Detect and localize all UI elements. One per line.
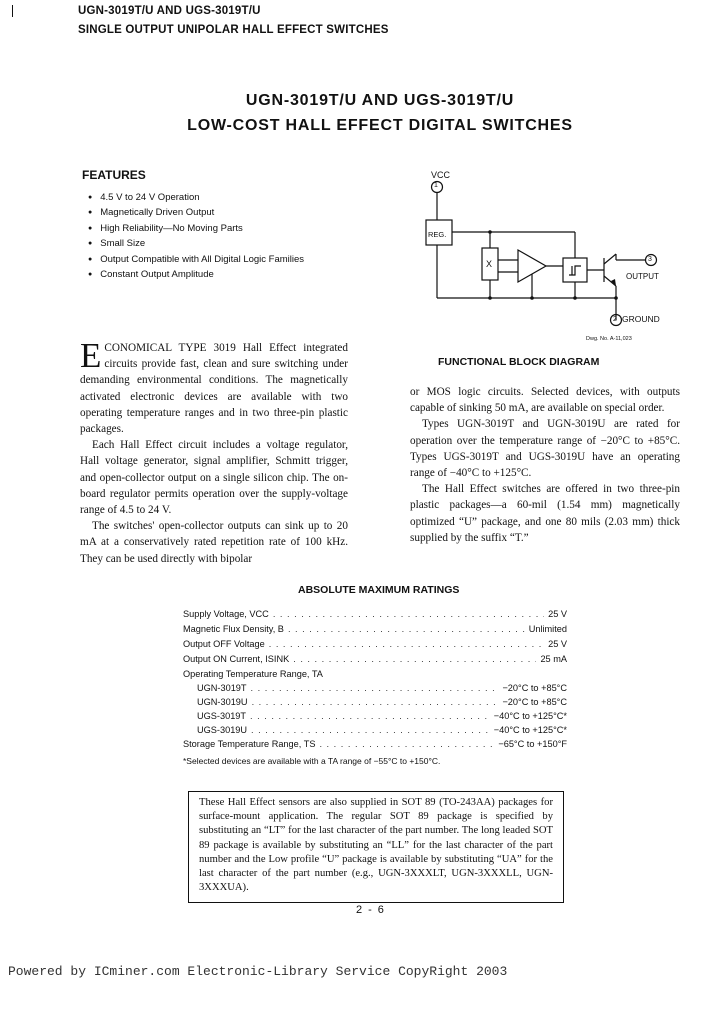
paragraph: Types UGN-3019T and UGN-3019U are rated for operation over the temperature range of −20°C to +85°C. Types UGS-3019T and UGS-3019U have an operating range of −40°C to +125°C. [410,418,680,480]
page-subtitle: LOW-COST HALL EFFECT DIGITAL SWITCHES [187,117,573,134]
drawing-number: Dwg. No. A-11,023 [586,336,632,342]
rating-row: Output OFF Voltage . . . 25 V [183,639,567,649]
features-heading: FEATURES [82,168,146,182]
rating-row: UGN-3019U . . . −20°C to +85°C [197,697,567,707]
rating-row: UGN-3019T . . . −20°C to +85°C [197,683,567,693]
paragraph: The switches' open-collector outputs can sink up to 20 mA at a conservatively rated repetition rate of 100 kHz. They can be used directly with bipolar [80,520,348,565]
feature-item: ● High Reliability—No Moving Parts [88,222,304,237]
features-list [88,191,304,283]
rating-row: Operating Temperature Range, TA [183,669,323,679]
paragraph [80,336,348,437]
package-note-box: These Hall Effect sensors are also supplied in SOT 89 (TO-243AA) packages for surface-mount application. The regular SOT 89 package is specified by substituting an “LT” for the last character of the part number. The long leaded SOT 89 package is available by substituting an “LL” for the last character of the part number and the Low profile “U” package is available by substituting “UA” for the last character of the part number (e.g., UGN-3XXXLT, UGN-3XXXLL, UGN-3XXXUA). [188,791,564,903]
feature-item: ● Output Compatible with All Digital Logic Families [88,253,304,268]
rating-row: UGS-3019T . . . −40°C to +125°C* [197,711,567,721]
rating-row: Supply Voltage, VCC . . . 25 V [183,609,567,619]
margin-mark [12,5,13,17]
paragraph: The Hall Effect switches are offered in two three-pin plastic packages—a 60-mil (1.54 mm) magnetically optimized “U” package, and one 80 mils (2.03 mm) thick supplied by the suffix “T.” [410,483,680,544]
page-number: 2-6 [356,904,390,916]
right-column [410,384,680,546]
running-header-title: UGN-3019T/U AND UGS-3019T/U [78,5,261,17]
page-title: UGN-3019T/U AND UGS-3019T/U [245,92,515,109]
ratings-heading: ABSOLUTE MAXIMUM RATINGS [298,584,460,596]
ground-label: GROUND [622,314,660,324]
paragraph-text: CONOMICAL TYPE 3019 Hall Effect integrated circuits provide fast, clean and sure switching under demanding environmental conditions. The magnetically activated electronic devices are available with two operating temperature ranges and in two three-pin plastic packages. [80,342,348,436]
regulator-label: REG. [428,230,447,239]
feature-item: ● Constant Output Amplitude [88,268,304,283]
output-pin-number: 3 [648,256,652,263]
hall-element-label: X [486,259,493,269]
paragraph: or MOS logic circuits. Selected devices, with outputs capable of sinking 50 mA, are available on special order. [410,386,680,415]
feature-item: ● 4.5 V to 24 V Operation [88,191,304,206]
left-column [80,336,348,567]
vcc-pin-number: 1 [434,182,438,189]
ground-pin-number: 2 [613,316,617,323]
vcc-label: VCC [431,170,451,180]
footer-credit: Powered by ICminer.com Electronic-Library Service CopyRight 2003 [8,964,508,979]
rating-row: UGS-3019U . . . −40°C to +125°C* [197,725,567,735]
rating-row: Output ON Current, ISINK . . . 25 mA [183,654,567,664]
drop-cap: E [80,336,102,375]
running-header-subtitle: SINGLE OUTPUT UNIPOLAR HALL EFFECT SWITCHES [78,24,389,36]
paragraph: Each Hall Effect circuit includes a voltage regulator, Hall voltage generator, signal amplifier, Schmitt trigger, and open-collector output on a single silicon chip. The on-board regulator permits operation over the supply-voltage range of 4.5 to 24 V. [80,439,348,517]
ratings-footnote: *Selected devices are available with a TA range of −55°C to +150°C. [183,756,441,766]
rating-row: Magnetic Flux Density, B . . . Unlimited [183,624,567,634]
feature-item: ● Small Size [88,237,304,252]
diagram-caption: FUNCTIONAL BLOCK DIAGRAM [438,356,600,368]
rating-row: Storage Temperature Range, TS . . . −65°C to +150°F [183,739,567,749]
feature-item: ● Magnetically Driven Output [88,206,304,221]
output-label: OUTPUT [626,272,659,281]
